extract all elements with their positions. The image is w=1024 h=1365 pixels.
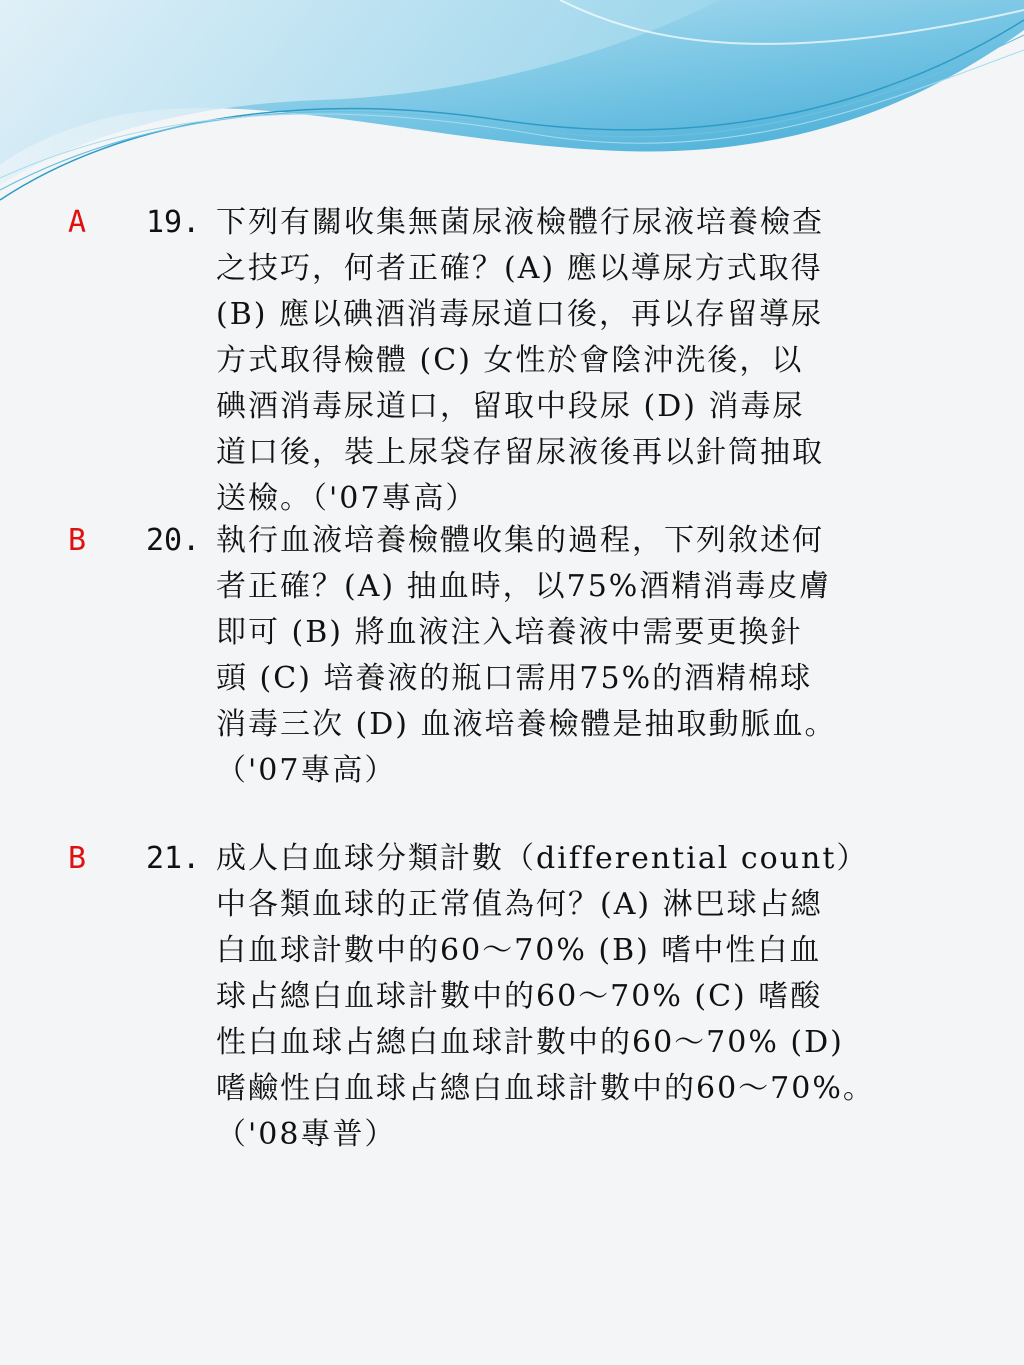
answer-label: B xyxy=(68,841,87,876)
question-number: 19. xyxy=(146,205,201,240)
question-line: 球占總白血球計數中的60～70% (C) 嗜酸 xyxy=(216,979,823,1014)
question-line: 嗜鹼性白血球占總白血球計數中的60～70%。 xyxy=(216,1071,875,1106)
question-number: 21. xyxy=(146,841,201,876)
question-line: 成人白血球分類計數（differential count） xyxy=(216,841,869,876)
question-text xyxy=(216,518,951,794)
answer-label: A xyxy=(68,205,87,240)
question-line: 下列有關收集無菌尿液檢體行尿液培養檢查 xyxy=(216,205,824,240)
question-line: 道口後，裝上尿袋存留尿液後再以針筒抽取 xyxy=(216,435,824,470)
question-text xyxy=(216,836,951,1158)
question-line: 頭 (C) 培養液的瓶口需用75%的酒精棉球 xyxy=(216,661,813,696)
question-line: 之技巧，何者正確？(A) 應以導尿方式取得 xyxy=(216,251,823,286)
header-wave-decoration xyxy=(0,0,1024,215)
question-text xyxy=(216,200,951,522)
question-19 xyxy=(0,190,1024,516)
question-line: 者正確？(A) 抽血時，以75%酒精消毒皮膚 xyxy=(216,569,832,604)
question-line: 即可 (B) 將血液注入培養液中需要更換針 xyxy=(216,615,803,650)
question-line: 方式取得檢體 (C) 女性於會陰沖洗後，以 xyxy=(216,343,804,378)
question-line: 送檢。（'07專高） xyxy=(216,481,478,516)
question-list xyxy=(0,190,1024,1152)
question-line: (B) 應以碘酒消毒尿道口後，再以存留導尿 xyxy=(216,297,823,332)
question-line: 中各類血球的正常值為何？(A) 淋巴球占總 xyxy=(216,887,823,922)
question-line: 性白血球占總白血球計數中的60～70% (D) xyxy=(216,1025,844,1060)
question-number: 20. xyxy=(146,523,201,558)
question-line: 執行血液培養檢體收集的過程，下列敘述何 xyxy=(216,523,824,558)
question-line: （'07專高） xyxy=(216,753,397,788)
question-line: 消毒三次 (D) 血液培養檢體是抽取動脈血。 xyxy=(216,707,837,742)
question-21 xyxy=(0,826,1024,1152)
question-line: 碘酒消毒尿道口，留取中段尿 (D) 消毒尿 xyxy=(216,389,805,424)
answer-label: B xyxy=(68,523,87,558)
question-20 xyxy=(0,508,1024,826)
question-line: （'08專普） xyxy=(216,1117,397,1152)
question-line: 白血球計數中的60～70% (B) 嗜中性白血 xyxy=(216,933,822,968)
